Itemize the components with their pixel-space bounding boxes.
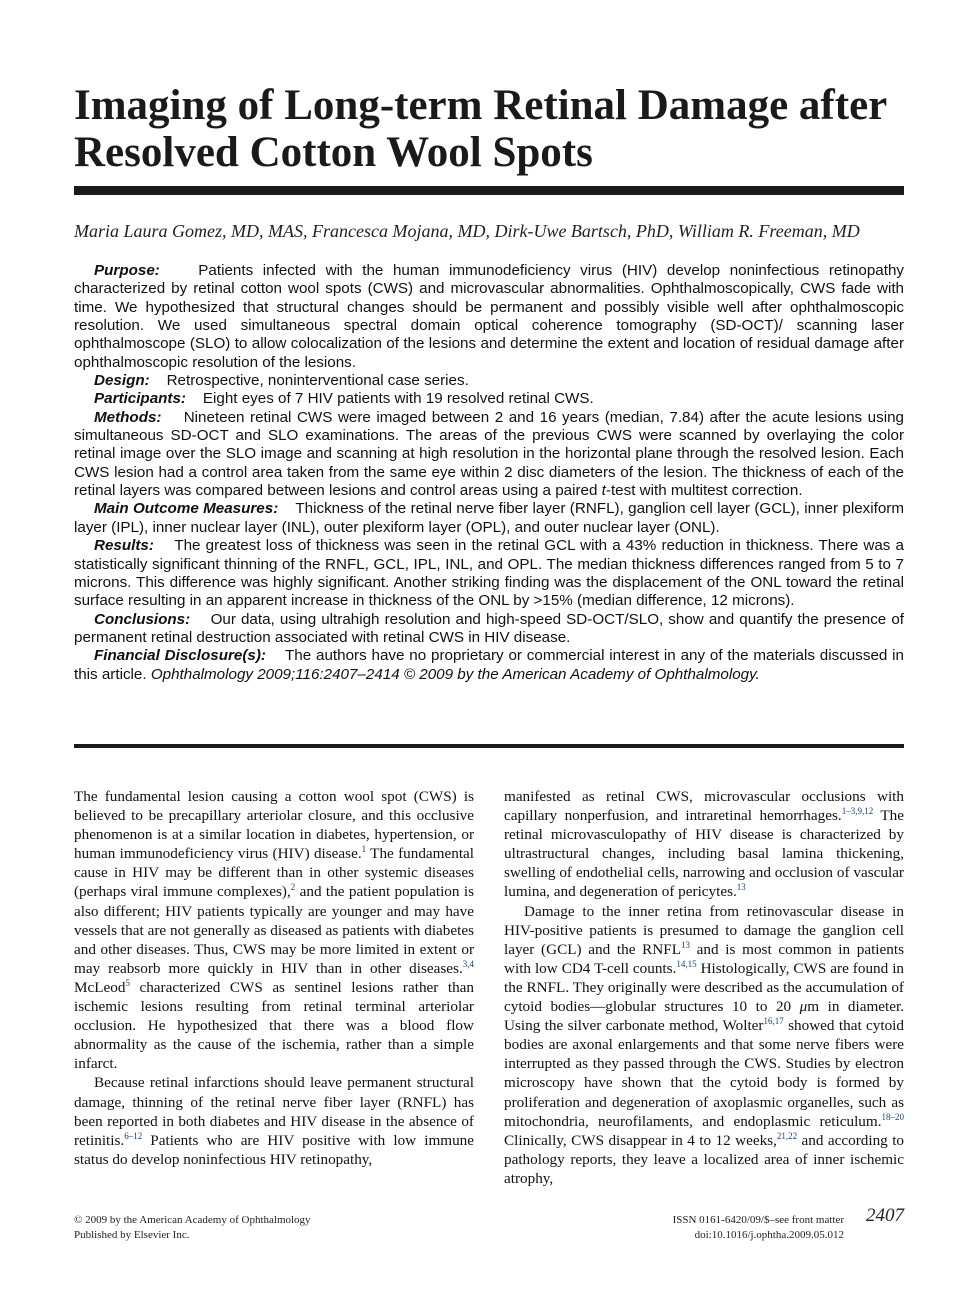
body-text: m in diameter. Using the silver carbonate method, Wolter: [504, 998, 904, 1035]
body-text: characterized CWS as sentinel lesions rather than ischemic lesions resulting from retinal terminal arteriolar occlusion. He hypothesized that there was a blood flow abnormality as the cause of the ischemia, rather than a simple infarct.: [74, 978, 474, 1073]
abstract-conclusions: [74, 611, 904, 648]
reference-link[interactable]: 18–20: [881, 1111, 904, 1122]
abstract-label: Participants:: [94, 390, 186, 408]
body-column-left: [74, 787, 474, 1169]
footer-identifiers: [620, 1213, 844, 1243]
reference-link[interactable]: 1–3,9,12: [841, 806, 874, 817]
body-text: Patients who are HIV positive with low immune status do develop noninfectious HIV retinopathy,: [74, 1131, 474, 1168]
copyright-line: © 2009 by the American Academy of Ophthalmology: [74, 1214, 311, 1226]
abstract-design: [74, 372, 904, 390]
body-text: Damage to the inner retina from retinovascular disease in HIV-positive patients is presumed to damage the ganglion cell layer (GCL) and the RNFL: [504, 902, 904, 958]
abstract-methods: [74, 409, 904, 501]
article-title: Imaging of Long-term Retinal Damage after Resolved Cotton Wool Spots: [74, 82, 887, 176]
body-text: Clinically, CWS disappear in 4 to 12 weeks,: [504, 1131, 777, 1149]
reference-link[interactable]: 16,17: [763, 1016, 784, 1027]
body-text: showed that cytoid bodies are axonal enlargements and that some nerve fibers were interrupted as they passed through the CWS. Studies by electron microscopy have shown that the cytoid body is formed by proliferation and degeneration of axoplasmic organelles, such as mitochondria, neurofilaments, and endoplasmic reticulum.: [504, 1017, 904, 1130]
abstract-outcomes: [74, 500, 904, 537]
abstract-label: Conclusions:: [94, 610, 191, 628]
abstract-label: Results:: [94, 537, 154, 555]
reference-link[interactable]: 6–12: [124, 1130, 143, 1141]
reference-link[interactable]: 21,22: [776, 1130, 798, 1141]
page-number: 2407: [866, 1205, 904, 1226]
body-text: and according to pathology reports, they leave a localized area of inner ischemic atrophy,: [504, 1131, 905, 1187]
abstract-rule: [74, 744, 904, 748]
body-column-right: [504, 787, 904, 1188]
body-text: Histologically, CWS are found in the RNFL. They originally were described as the accumulation of cytoid bodies—globular structures 10 to 20: [504, 959, 905, 1016]
footer-copyright: [74, 1213, 311, 1243]
publisher-line: Published by Elsevier Inc.: [74, 1229, 190, 1241]
abstract-text: The greatest loss of thickness was seen in the retinal GCL with a 43% reduction in thickness. There was a statistically significant thinning of the RNFL, GCL, IPL, INL, and OPL. The median thickness differences ranged from 5 to 7 microns. This difference was highly significant. Another striking finding was the displacement of the ONL toward the retinal surface resulting in an apparent increase in thickness of the ONL by >15% (median difference, 12 microns).: [74, 537, 904, 610]
reference-link[interactable]: 5: [125, 977, 130, 988]
abstract-text: The authors have no proprietary or commercial interest in any of the materials discussed in this article.: [74, 647, 904, 683]
abstract-results: [74, 537, 904, 610]
abstract-label: Methods:: [94, 408, 162, 426]
body-paragraph: [74, 1073, 474, 1168]
body-text: Because retinal infarctions should leave permanent structural damage, thinning of the retinal nerve fiber layer (RNFL) has been reported in both diabetes and HIV disease in the absence of retinitis.: [74, 1074, 474, 1149]
abstract-label: Design:: [94, 372, 150, 390]
body-text: manifested as retinal CWS, microvascular occlusions with capillary nonperfusion, and intraretinal hemorrhages.: [504, 788, 904, 825]
reference-link[interactable]: 14,15: [676, 958, 697, 969]
reference-link[interactable]: 13: [736, 882, 746, 893]
body-paragraph: [74, 787, 474, 1073]
abstract-label: Main Outcome Measures:: [94, 500, 279, 518]
abstract-text: Eight eyes of 7 HIV patients with 19 resolved retinal CWS.: [202, 390, 594, 408]
body-paragraph: [504, 902, 904, 1188]
abstract-label: Financial Disclosure(s):: [94, 647, 266, 665]
abstract-text: Our data, using ultrahigh resolution and high-speed SD-OCT/SLO, show and quantify the presence of permanent retinal destruction associated with retinal CWS in HIV disease.: [74, 610, 904, 646]
reference-link[interactable]: 13: [680, 939, 690, 950]
abstract: [74, 262, 904, 684]
abstract-disclosure: [74, 647, 904, 684]
title-rule: [74, 186, 904, 195]
body-text: and the patient population is also different; HIV patients typically are younger and may have vessels that are not generally as diseased as patients with diabetes and other diseases. Thus, CWS may be more limited in extent or may reabsorb more quickly in HIV than in other diseases.: [74, 883, 474, 977]
abstract-text: Retrospective, noninterventional case series.: [166, 372, 469, 390]
abstract-participants: [74, 390, 904, 408]
abstract-text: Thickness of the retinal nerve fiber layer (RNFL), ganglion cell layer (GCL), inner plexiform layer (IPL), inner nuclear layer (INL), outer plexiform layer (OPL), and outer nuclear layer (ONL).: [74, 500, 904, 536]
reference-link[interactable]: 3,4: [462, 958, 474, 969]
abstract-text: Patients infected with the human immunodeficiency virus (HIV) develop noninfectious retinopathy characterized by retinal cotton wool spots (CWS) and microvascular abnormalities. Ophthalmoscopically, CWS fade with time. We hypothesized that structural changes should be permanent and possibly visible well after ophthalmoscopic resolution. We used simultaneous spectral domain optical coherence tomography (SD-OCT)/ scanning laser ophthalmoscope (SLO) to allow colocalization of the lesions and determine the extent and location of residual damage after ophthalmoscopic resolution of the lesions.: [74, 262, 904, 371]
abstract-purpose: [74, 262, 904, 372]
abstract-label: Purpose:: [94, 262, 160, 279]
body-text: The fundamental cause in HIV may be different than in other systemic diseases (perhaps viral immune complexes),: [74, 845, 475, 901]
reference-link[interactable]: 2: [290, 882, 296, 893]
reference-link[interactable]: 1: [361, 844, 367, 855]
abstract-text: t: [601, 482, 606, 500]
doi-link[interactable]: doi:10.1016/j.ophtha.2009.05.012: [694, 1229, 844, 1241]
mu-symbol: μ: [799, 998, 808, 1016]
body-text: The retinal microvasculopathy of HIV disease is characterized by ultrastructural changes, including basal lamina thickening, swelling of endothelial cells, narrowing and occlusion of vascular lumina, and degeneration of pericytes.: [504, 807, 904, 901]
abstract-text: -test with multitest correction.: [605, 482, 803, 500]
body-text: McLeod: [74, 978, 126, 996]
body-text: The fundamental lesion causing a cotton wool spot (CWS) is believed to be precapillary arteriolar closure, and this occlusive phenomenon is at a similar location in diabetes, hypertension, or human immunodeficiency virus (HIV) disease.: [74, 788, 474, 863]
body-text: and is most common in patients with low CD4 T-cell counts.: [504, 940, 904, 977]
author-list: Maria Laura Gomez, MD, MAS, Francesca Mojana, MD, Dirk-Uwe Bartsch, PhD, William R. Freeman, MD: [74, 221, 860, 241]
abstract-text: Nineteen retinal CWS were imaged between 2 and 16 years (median, 7.84) after the acute lesions using simultaneous SD-OCT and SLO examinations. The areas of the previous CWS were scanned by overlaying the color retinal image over the SLO image and scanning at high resolution in the horizontal plane through the resolved lesion. Each CWS lesion had a control area taken from the same eye within 2 disc diameters of the lesion. The thickness of each of the retinal layers was compared between lesions and control areas using a paired: [74, 408, 904, 500]
journal-citation: Ophthalmology 2009;116:2407–2414 © 2009 by the American Academy of Ophthalmology.: [150, 665, 760, 683]
body-paragraph: [504, 787, 904, 902]
issn-line: ISSN 0161-6420/09/$–see front matter: [672, 1214, 844, 1226]
